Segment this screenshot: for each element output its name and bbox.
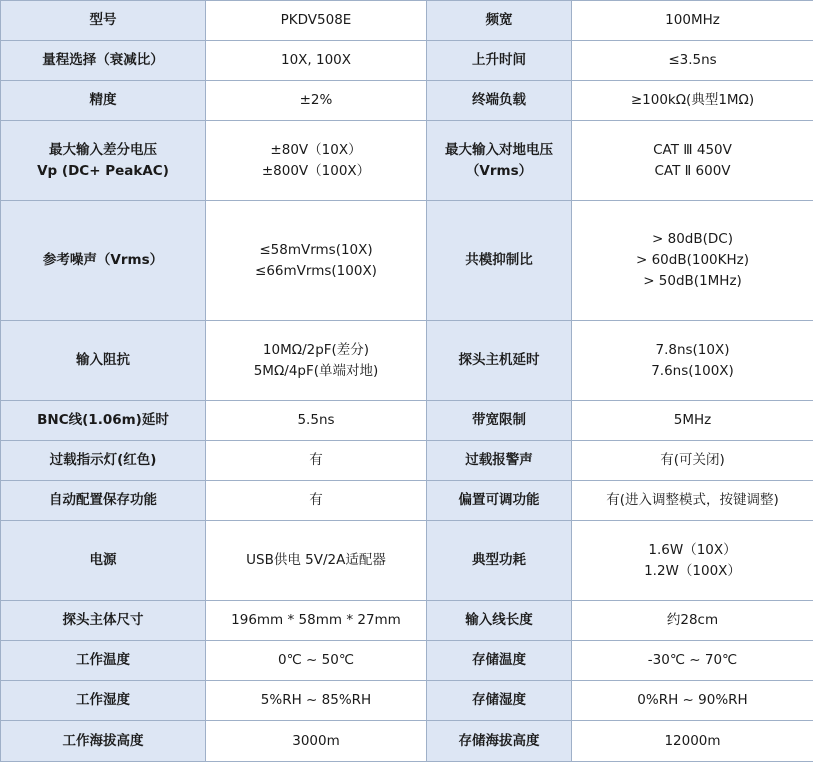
spec-label-cell — [427, 601, 572, 641]
spec-value: 10X, 100X — [212, 50, 420, 71]
spec-value: ≤3.5ns — [578, 50, 807, 71]
spec-value-cell — [206, 201, 427, 321]
spec-label-cell — [1, 601, 206, 641]
spec-label: 电源 — [7, 550, 199, 571]
spec-value-cell — [572, 321, 813, 401]
spec-value-cell — [206, 681, 427, 721]
spec-value-cell — [572, 681, 813, 721]
spec-value-cell — [572, 641, 813, 681]
spec-value-cell — [206, 81, 427, 121]
spec-row — [1, 1, 813, 41]
spec-value: 约28cm — [578, 610, 807, 631]
spec-value: 1.6W（10X） — [578, 540, 807, 561]
spec-label: 存储温度 — [433, 650, 565, 671]
spec-value-cell — [572, 601, 813, 641]
spec-label: 共模抑制比 — [433, 250, 565, 271]
spec-label: 偏置可调功能 — [433, 490, 565, 511]
spec-value-cell — [206, 521, 427, 601]
spec-value: -30℃ ~ 70℃ — [578, 650, 807, 671]
spec-label: 最大输入差分电压 — [7, 140, 199, 161]
spec-value-cell — [206, 1, 427, 41]
spec-value-cell — [572, 481, 813, 521]
spec-row — [1, 521, 813, 601]
spec-value-cell — [206, 441, 427, 481]
spec-value: 12000m — [578, 731, 807, 752]
spec-label-cell — [427, 201, 572, 321]
spec-label: 输入线长度 — [433, 610, 565, 631]
spec-value: > 80dB(DC) — [578, 229, 807, 250]
spec-label-cell — [1, 201, 206, 321]
spec-label: （Vrms） — [433, 161, 565, 182]
spec-value-cell — [206, 601, 427, 641]
spec-label-cell — [427, 721, 572, 762]
spec-label-cell — [427, 441, 572, 481]
spec-label-cell — [427, 681, 572, 721]
spec-label-cell — [1, 41, 206, 81]
spec-label-cell — [1, 481, 206, 521]
spec-value: 10MΩ/2pF(差分) — [212, 340, 420, 361]
spec-label-cell — [427, 401, 572, 441]
spec-value: ±80V（10X） — [212, 140, 420, 161]
spec-value: 5%RH ~ 85%RH — [212, 690, 420, 711]
spec-value: 有 — [212, 490, 420, 511]
spec-label: 工作海拔高度 — [7, 731, 199, 752]
spec-value: USB供电 5V/2A适配器 — [212, 550, 420, 571]
spec-value: > 60dB(100KHz) — [578, 250, 807, 271]
spec-value: 有 — [212, 450, 420, 471]
spec-value: 5MΩ/4pF(单端对地) — [212, 361, 420, 382]
spec-value: CAT Ⅲ 450V — [578, 140, 807, 161]
spec-label-cell — [1, 1, 206, 41]
spec-value-cell — [572, 81, 813, 121]
spec-value: 5.5ns — [212, 410, 420, 431]
spec-label-cell — [427, 481, 572, 521]
spec-label: 最大输入对地电压 — [433, 140, 565, 161]
spec-value-cell — [572, 41, 813, 81]
spec-row — [1, 401, 813, 441]
spec-label-cell — [1, 721, 206, 762]
spec-value: 有(进入调整模式，按键调整) — [578, 490, 807, 511]
spec-label: 带宽限制 — [433, 410, 565, 431]
spec-label-cell — [1, 521, 206, 601]
spec-label: 上升时间 — [433, 50, 565, 71]
spec-value: ≤58mVrms(10X) — [212, 240, 420, 261]
spec-value: 7.8ns(10X) — [578, 340, 807, 361]
spec-value-cell — [572, 1, 813, 41]
spec-label-cell — [1, 681, 206, 721]
spec-value: 0℃ ~ 50℃ — [212, 650, 420, 671]
spec-value-cell — [572, 521, 813, 601]
spec-label: 存储湿度 — [433, 690, 565, 711]
spec-label: 型号 — [7, 10, 199, 31]
spec-value: PKDV508E — [212, 10, 420, 31]
spec-value-cell — [572, 441, 813, 481]
spec-label-cell — [427, 81, 572, 121]
spec-value-cell — [206, 41, 427, 81]
spec-row — [1, 321, 813, 401]
spec-value: > 50dB(1MHz) — [578, 271, 807, 292]
spec-value-cell — [572, 401, 813, 441]
spec-label: 过载报警声 — [433, 450, 565, 471]
spec-row — [1, 41, 813, 81]
spec-value-cell — [206, 721, 427, 762]
spec-label-cell — [427, 641, 572, 681]
spec-label: 工作温度 — [7, 650, 199, 671]
spec-value: 7.6ns(100X) — [578, 361, 807, 382]
spec-label: 探头主机延时 — [433, 350, 565, 371]
spec-value: ±800V（100X） — [212, 161, 420, 182]
spec-value: ±2% — [212, 90, 420, 111]
spec-label-cell — [427, 121, 572, 201]
spec-label: 工作湿度 — [7, 690, 199, 711]
spec-label-cell — [1, 401, 206, 441]
spec-value-cell — [206, 401, 427, 441]
spec-label-cell — [1, 81, 206, 121]
spec-value: CAT Ⅱ 600V — [578, 161, 807, 182]
spec-label: 精度 — [7, 90, 199, 111]
spec-label: 输入阻抗 — [7, 350, 199, 371]
spec-value-cell — [572, 721, 813, 762]
spec-value: 5MHz — [578, 410, 807, 431]
spec-label: 自动配置保存功能 — [7, 490, 199, 511]
spec-label-cell — [1, 641, 206, 681]
spec-row — [1, 201, 813, 321]
spec-label-cell — [1, 121, 206, 201]
spec-label: 存储海拔高度 — [433, 731, 565, 752]
spec-value: ≤66mVrms(100X) — [212, 261, 420, 282]
spec-label: 典型功耗 — [433, 550, 565, 571]
spec-label: 探头主体尺寸 — [7, 610, 199, 631]
spec-value-cell — [572, 201, 813, 321]
spec-value-cell — [206, 481, 427, 521]
spec-label: 终端负载 — [433, 90, 565, 111]
spec-row — [1, 441, 813, 481]
spec-label: Vp (DC+ PeakAC) — [7, 161, 199, 182]
spec-value-cell — [206, 641, 427, 681]
spec-row — [1, 681, 813, 721]
spec-label-cell — [427, 1, 572, 41]
spec-row — [1, 601, 813, 641]
spec-label-cell — [427, 41, 572, 81]
spec-label: BNC线(1.06m)延时 — [7, 410, 199, 431]
spec-label-cell — [427, 321, 572, 401]
spec-label: 量程选择（衰减比） — [7, 50, 199, 71]
spec-label: 过载指示灯(红色) — [7, 450, 199, 471]
spec-value: 100MHz — [578, 10, 807, 31]
spec-row — [1, 121, 813, 201]
spec-row — [1, 481, 813, 521]
spec-value-cell — [206, 121, 427, 201]
spec-row — [1, 721, 813, 762]
spec-value: 196mm * 58mm * 27mm — [212, 610, 420, 631]
spec-value-cell — [206, 321, 427, 401]
spec-value-cell — [572, 121, 813, 201]
spec-value: 有(可关闭) — [578, 450, 807, 471]
spec-label-cell — [427, 521, 572, 601]
spec-label-cell — [1, 321, 206, 401]
spec-value: 3000m — [212, 731, 420, 752]
spec-value: 1.2W（100X） — [578, 561, 807, 582]
spec-row — [1, 81, 813, 121]
spec-label-cell — [1, 441, 206, 481]
spec-label: 参考噪声（Vrms） — [7, 250, 199, 271]
spec-label: 频宽 — [433, 10, 565, 31]
spec-value: ≥100kΩ(典型1MΩ) — [578, 90, 807, 111]
spec-row — [1, 641, 813, 681]
spec-value: 0%RH ~ 90%RH — [578, 690, 807, 711]
